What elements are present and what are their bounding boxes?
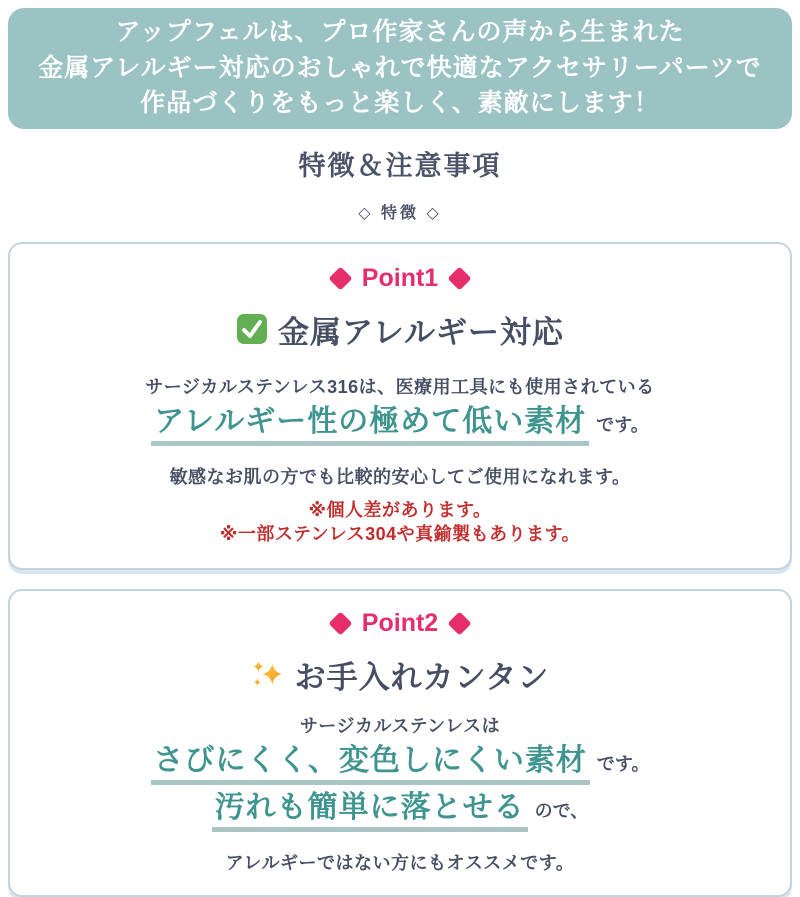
card2-highlight2: 汚れも簡単に落とせる [212, 790, 528, 832]
card2-highlight1: さびにくく、変色しにくい素材 [151, 743, 590, 785]
caution-line-1: ※個人差があります。 [308, 499, 492, 520]
sparkles-icon [251, 658, 285, 692]
card1-title-row [20, 307, 780, 352]
card1-note: 敏感なお肌の方でも比較的安心してご使用になれます。 [169, 466, 631, 487]
point1-label: Point1 [361, 263, 439, 292]
feature-card-point1 [8, 242, 792, 571]
card2-highlight2-row [20, 790, 780, 832]
check-box-icon [236, 313, 268, 345]
section-subtitle: ◇ 特徴 ◇ [358, 204, 442, 222]
diamond-icon [328, 612, 352, 636]
point2-header [20, 609, 780, 638]
feature-card-point2 [8, 589, 792, 897]
banner-line-2: 金属アレルギー対応のおしゃれで快適なアクセサリーパーツで [38, 53, 762, 82]
card2-highlight2-suffix: ので、 [534, 801, 589, 822]
caution-line-2: ※一部ステンレス304や真鍮製もあります。 [219, 523, 581, 544]
card1-highlight-row [20, 404, 780, 446]
banner-line-1: アップフェルは、プロ作家さんの声から生まれた [115, 18, 685, 46]
card1-highlight: アレルギー性の極めて低い素材 [151, 404, 589, 446]
card1-title: 金属アレルギー対応 [278, 314, 564, 350]
intro-banner [8, 8, 792, 129]
card2-highlight1-row [20, 743, 780, 785]
point1-header [20, 264, 780, 293]
card2-title: お手入れカンタン [294, 660, 550, 696]
page [0, 8, 800, 874]
diamond-icon [448, 612, 472, 636]
card2-highlight1-suffix: です。 [596, 754, 650, 775]
diamond-icon [328, 266, 352, 290]
card1-highlight-suffix: です。 [596, 414, 649, 435]
card2-intro: サージカルステンレスは [299, 716, 501, 737]
card2-title-row [20, 652, 780, 697]
page-title: 特徴＆注意事項 [298, 150, 502, 181]
banner-line-3: 作品づくりをもっと楽しく、素敵にします！ [140, 89, 660, 117]
card2-note: アレルギーではない方にもオススメです。 [225, 853, 575, 874]
diamond-icon [448, 266, 472, 290]
card1-cautions [20, 498, 780, 547]
card1-intro: サージカルステンレス316は、医療用工具にも使用されている [145, 376, 655, 397]
point2-label: Point2 [361, 609, 439, 638]
